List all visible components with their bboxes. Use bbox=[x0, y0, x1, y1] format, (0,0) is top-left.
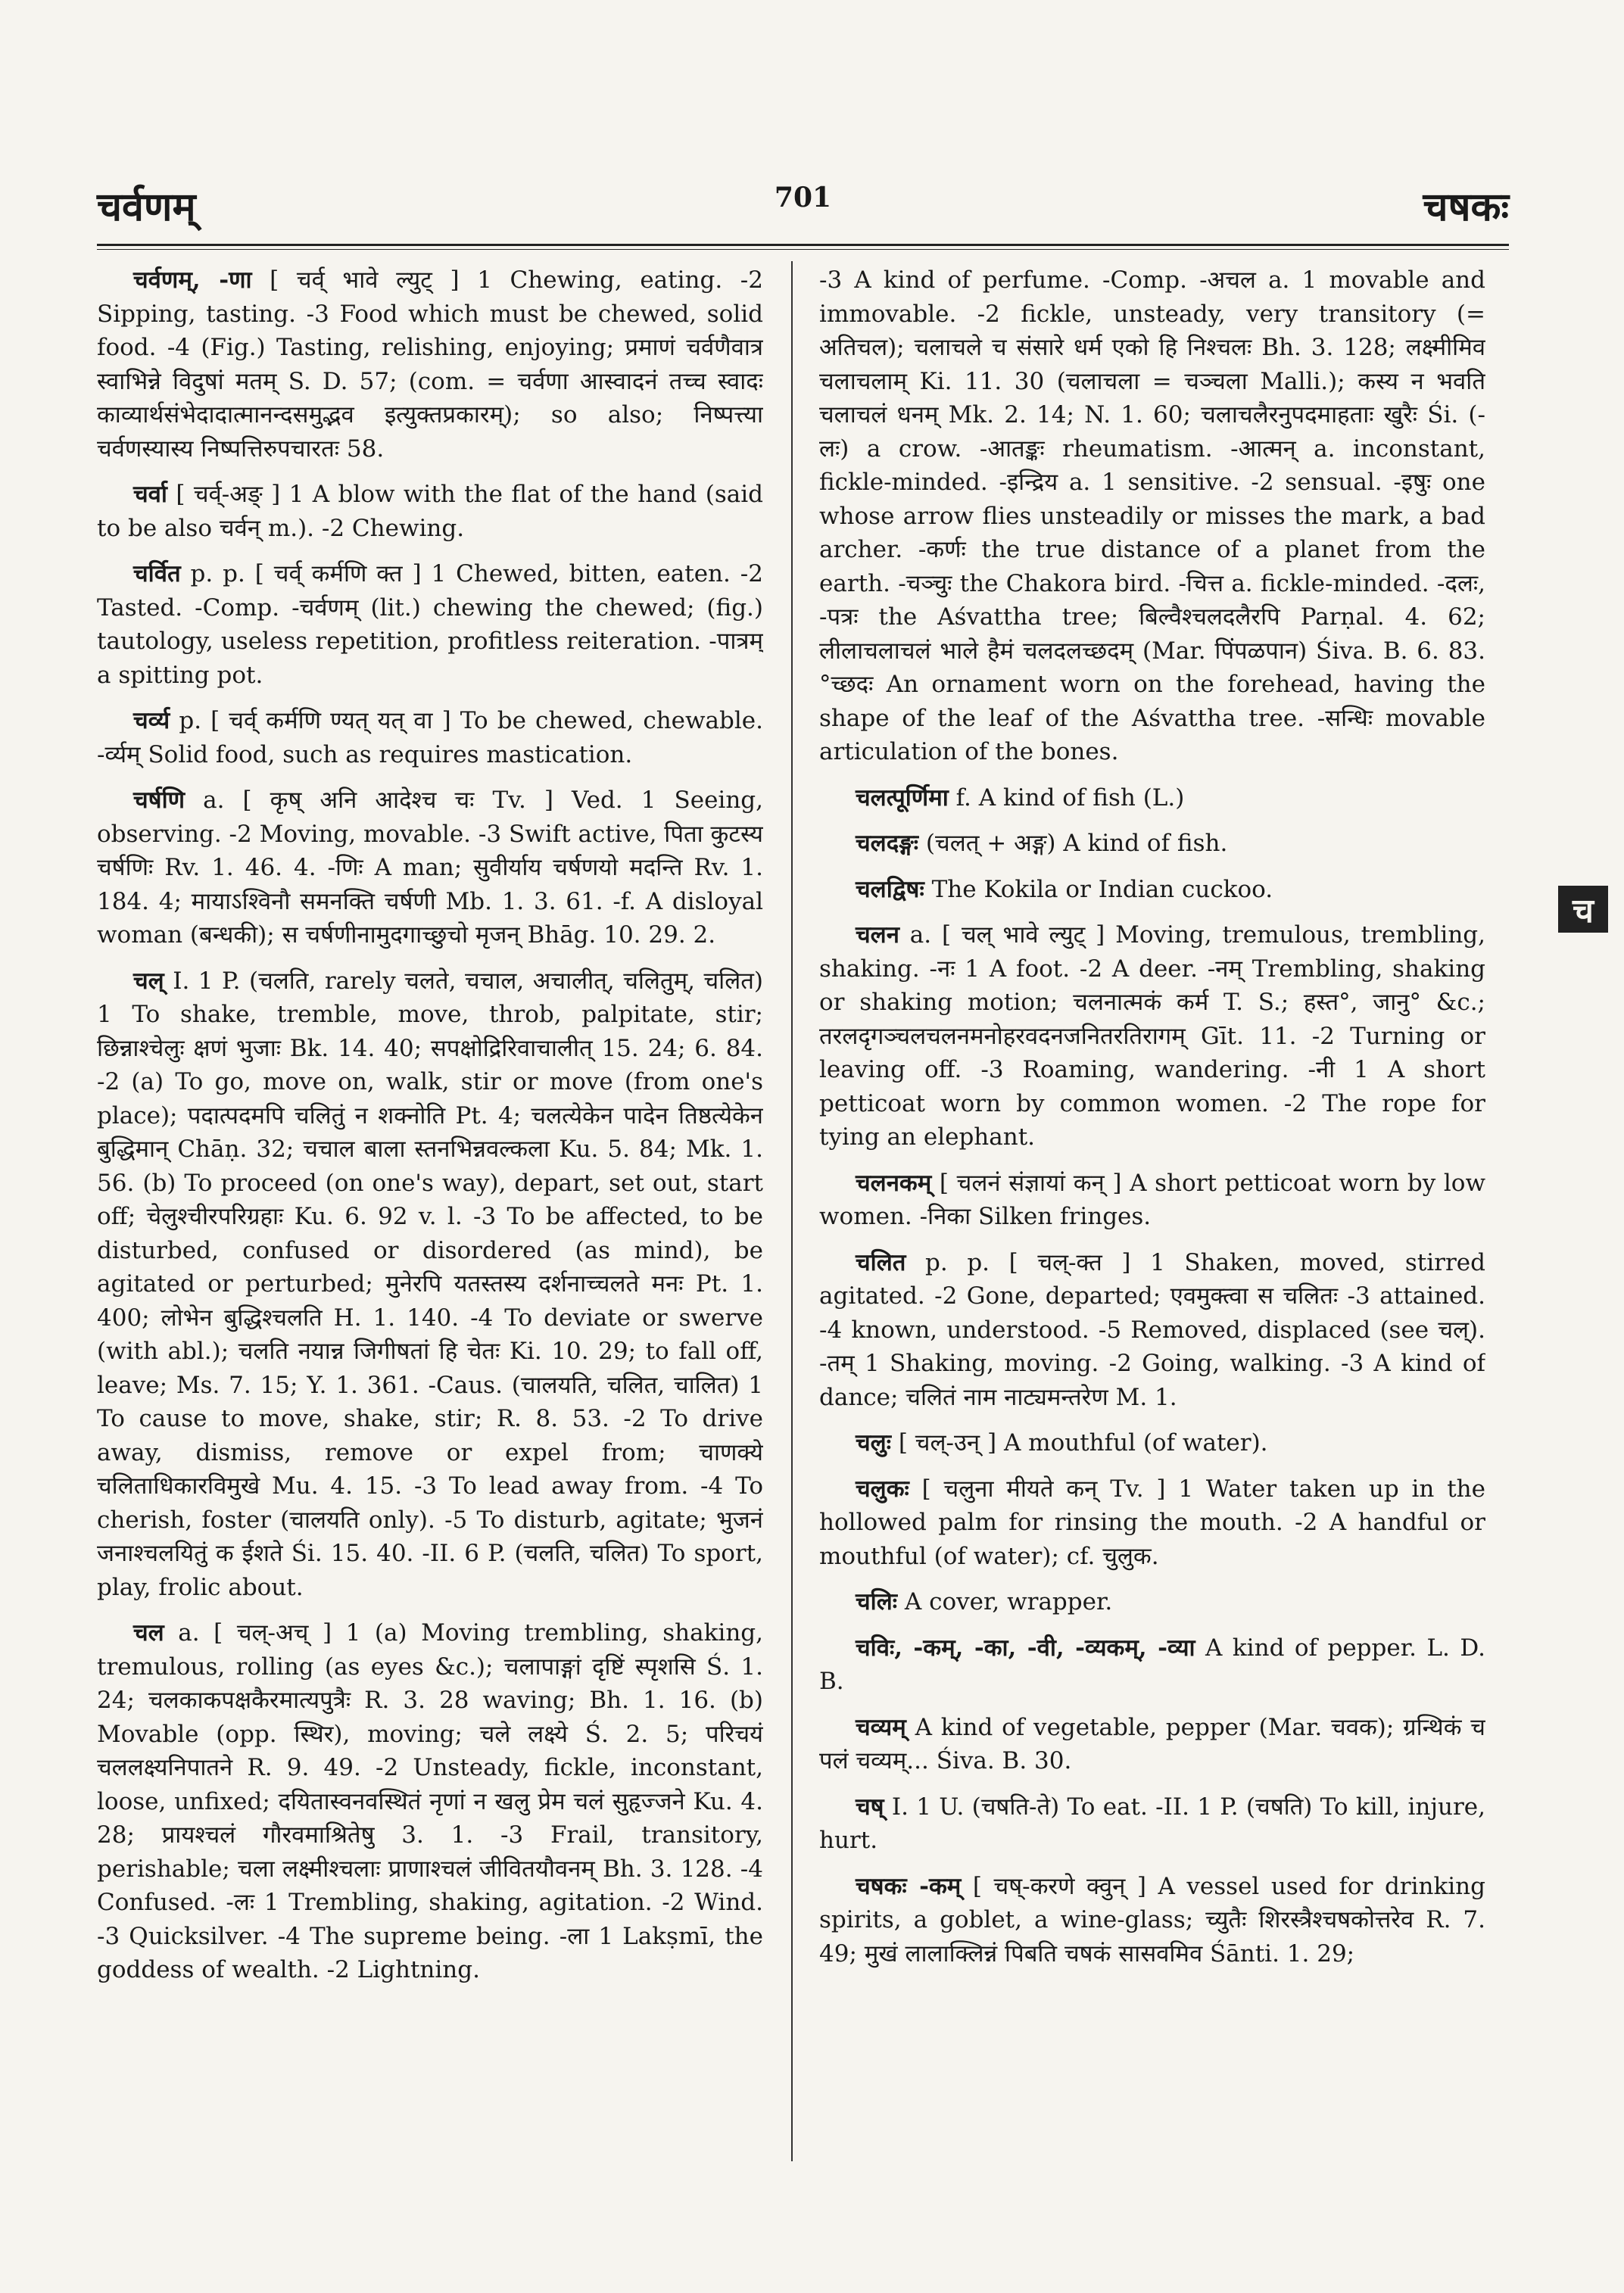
entry-definition: -3 A kind of perfume. -Comp. -अचल a. 1 movable and immovable. -2 fickle, unsteady, very transitory (= अतिचल); चलाचले च संसारे धर्म एको हि निश्चलः Bh. 3. 128; लक्ष्मीमिव चलाचलाम् Ki. 11. 30 (चलाचला = चञ्चला Malli.); कस्य न भवति चलाचलं धनम् Mk. 2. 14; N. 1. 60; चलाचलैरनुपदमाहताः खुरैः Śi. (-लः) a crow. -आतङ्कः rheumatism. -आत्मन् a. inconstant, fickle-minded. -इन्द्रिय a. 1 sensitive. -2 sensual. -इषुः one whose arrow flies unsteadily or misses the mark, a bad archer. -कर्णः the true distance of a planet from the earth. -चञ्चुः the Chakora bird. -चित्त a. fickle-minded. -दलः, -पत्रः the Aśvattha tree; बिल्वैश्चलदलैरपि Parṇal. 4. 62; लीलाचलाचलं भाले हैमं चलदलच्छदम् (Mar. पिंपळपान) Śiva. B. 6. 83. °च्छदः An ornament worn on the forehead, having the shape of the leaf of the Aśvattha tree. -सन्धिः movable articulation of the bones. bbox=[819, 266, 1485, 765]
entry-headword: चलिः bbox=[856, 1588, 897, 1615]
page-header bbox=[97, 179, 1509, 232]
entry-headword: चषकः -कम् bbox=[856, 1872, 962, 1900]
entry-definition: [ चलुना मीयते कन् Tv. ] 1 Water taken up in the hollowed palm for rinsing the mouth. -2 A handful or mouthful (of water); cf. चुलुक. bbox=[819, 1475, 1485, 1570]
entry-headword: चर्वा bbox=[133, 481, 167, 508]
dictionary-entry bbox=[819, 1167, 1485, 1234]
dictionary-entry bbox=[819, 1711, 1485, 1778]
entry-definition: A cover, wrapper. bbox=[897, 1588, 1113, 1615]
dictionary-entry bbox=[819, 1790, 1485, 1858]
dictionary-entry bbox=[819, 1585, 1485, 1619]
entry-definition: A kind of vegetable, pepper (Mar. चवक); ग्रन्थिकं च पलं चव्यम्... Śiva. B. 30. bbox=[819, 1713, 1485, 1774]
header-left-word: चर्वणम् bbox=[97, 184, 196, 230]
entry-headword: चलित bbox=[856, 1248, 906, 1276]
dictionary-entry bbox=[819, 918, 1485, 1154]
entry-definition: A kind of pepper. L. D. B. bbox=[819, 1634, 1485, 1695]
column-divider bbox=[791, 261, 793, 2161]
entry-definition: I. 1 U. (चषति-ते) To eat. -II. 1 P. (चषति) To kill, injure, hurt. bbox=[819, 1793, 1485, 1854]
dictionary-entry bbox=[97, 263, 763, 466]
dictionary-entry bbox=[97, 1616, 763, 1987]
dictionary-entry bbox=[819, 263, 1485, 769]
entry-definition: a. [ कृष् अनि आदेश्च चः Tv. ] Ved. 1 Seeing, observing. -2 Moving, movable. -3 Swift active, पिता कुटस्य चर्षणिः Rv. 1. 46. 4. -णिः A man; सुवीर्याय चर्षणयो मदन्ति Rv. 1. 184. 4; मायाऽश्विनौ समनक्ति चर्षणी Mb. 1. 3. 61. -f. A disloyal woman (बन्धकी); स चर्षणीनामुदगाच्छुचो मृजन् Bhāg. 10. 29. 2. bbox=[97, 787, 763, 949]
header-rule-thin bbox=[97, 249, 1509, 250]
entry-headword: चलद्विषः bbox=[856, 875, 924, 903]
header-right-word: चषकः bbox=[1423, 184, 1509, 230]
dictionary-entry bbox=[819, 1631, 1485, 1699]
entry-headword: चलन bbox=[856, 921, 899, 949]
entry-definition: The Kokila or Indian cuckoo. bbox=[924, 875, 1273, 903]
dictionary-entry bbox=[819, 873, 1485, 907]
entry-headword: चर्षणि bbox=[133, 787, 185, 814]
entry-headword: चलत्पूर्णिमा bbox=[856, 784, 949, 812]
entry-definition: p. p. [ चर्व् कर्मणि क्त ] 1 Chewed, bitten, eaten. -2 Tasted. -Comp. -चर्वणम् (lit.) chewing the chewed; (fig.) tautology, useless repetition, profitless reiteration. -पात्रम् a spitting pot. bbox=[97, 560, 763, 689]
entry-definition: [ चष्-करणे क्वुन् ] A vessel used for drinking spirits, a goblet, a wine-glass; च्युतैः शिरस्त्रैश्चषकोत्तरेव R. 7. 49; मुखं लालाक्लिन्नं पिबति चषकं सासवमिव Śānti. 1. 29; bbox=[819, 1872, 1485, 1967]
entry-headword: चर्वित bbox=[133, 560, 181, 587]
entry-headword: चर्वणम्, -णा bbox=[133, 266, 252, 294]
entry-definition: p. p. [ चल्-क्त ] 1 Shaken, moved, stirred agitated. -2 Gone, departed; एवमुक्त्वा स चलितः -3 attained. -4 known, understood. -5 Removed, displaced (see चल्). -तम् 1 Shaking, moving. -2 Going, walking. -3 A kind of dance; चलितं नाम नाट्यमन्तरेण M. 1. bbox=[819, 1248, 1485, 1411]
header-rule bbox=[97, 244, 1509, 246]
entry-headword: चविः, -कम्, -का, -वी, -व्यकम्, -व्या bbox=[856, 1634, 1195, 1662]
entry-headword: चलुः bbox=[856, 1429, 891, 1456]
entry-headword: चष् bbox=[856, 1793, 884, 1821]
entry-headword: चलदङ्गः bbox=[856, 830, 919, 857]
entry-definition: [ चर्व्-अङ् ] 1 A blow with the flat of the hand (said to be also चर्वन् m.). -2 Chewing. bbox=[97, 481, 763, 542]
dictionary-entry bbox=[819, 1472, 1485, 1574]
dictionary-entry bbox=[97, 964, 763, 1605]
left-column bbox=[97, 263, 763, 2164]
dictionary-entry bbox=[819, 1246, 1485, 1415]
entry-headword: चर्व्य bbox=[133, 707, 170, 734]
page-number: 701 bbox=[774, 182, 832, 213]
dictionary-entry bbox=[97, 784, 763, 952]
entry-headword: चल bbox=[133, 1619, 164, 1647]
dictionary-entry bbox=[819, 781, 1485, 815]
entry-headword: चव्यम् bbox=[856, 1713, 906, 1741]
entry-definition: f. A kind of fish (L.) bbox=[948, 784, 1185, 812]
entry-headword: चलनकम् bbox=[856, 1169, 932, 1197]
right-column bbox=[819, 263, 1485, 2164]
dictionary-entry bbox=[819, 1426, 1485, 1460]
dictionary-entry bbox=[97, 557, 763, 692]
entry-headword: चलुकः bbox=[856, 1475, 909, 1503]
entry-definition: [ चल्-उन् ] A mouthful (of water). bbox=[890, 1429, 1268, 1456]
entry-definition: (चलत् + अङ्ग) A kind of fish. bbox=[918, 830, 1228, 857]
entry-definition: a. [ चल्-अच् ] 1 (a) Moving trembling, shaking, tremulous, rolling (as eyes &c.); चलापाङ्गां दृष्टिं स्पृशसि Ś. 1. 24; चलकाकपक्षकैरमात्यपुत्रैः R. 3. 28 waving; Bh. 1. 16. (b) Movable (opp. स्थिर), moving; चले लक्ष्ये Ś. 2. 5; परिचयं चललक्ष्यनिपातने R. 9. 49. -2 Unsteady, fickle, inconstant, loose, unfixed; दयितास्वनवस्थितं नृणां न खलु प्रेम चलं सुहृज्जने Ku. 4. 28; प्रायश्चलं गौरवमाश्रितेषु 3. 1. -3 Frail, transitory, perishable; चला लक्ष्मीश्चलाः प्राणाश्चलं जीवितयौवनम् Bh. 3. 128. -4 Confused. -लः 1 Trembling, shaking, agitation. -2 Wind. -3 Quicksilver. -4 The supreme being. -ला 1 Lakṣmī, the goddess of wealth. -2 Lightning. bbox=[97, 1619, 763, 1983]
entry-definition: [ चर्व् भावे ल्युट् ] 1 Chewing, eating. -2 Sipping, tasting. -3 Food which must be chewed, solid food. -4 (Fig.) Tasting, relishing, enjoying; प्रमाणं चर्वणैवात्र स्वाभिन्ने विदुषां मतम् S. D. 57; (com. = चर्वणा आस्वादनं तच्च स्वादः काव्यार्थसंभेदादात्मानन्दसमुद्भव इत्युक्तप्रकारम्); so also; निष्पत्त्या चर्वणस्यास्य निष्पत्तिरुपचारतः 58. bbox=[97, 266, 763, 463]
dictionary-entry bbox=[819, 1870, 1485, 1971]
entry-definition: p. [ चर्व् कर्मणि ण्यत् यत् वा ] To be chewed, chewable. -र्व्यम् Solid food, such as requires mastication. bbox=[97, 707, 763, 768]
dictionary-entry bbox=[97, 478, 763, 545]
entry-definition: a. [ चल् भावे ल्युट् ] Moving, tremulous, trembling, shaking. -नः 1 A foot. -2 A deer. -नम् Trembling, shaking or shaking motion; चलनात्मकं कर्म T. S.; हस्त°, जानु° &c.; तरलदृगञ्चलचलनमनोहरवदनजनितरतिरागम् Gīt. 11. -2 Turning or leaving off. -3 Roaming, wandering. -नी 1 A short petticoat worn by common women. -2 The rope for tying an elephant. bbox=[819, 921, 1485, 1151]
dictionary-entry bbox=[819, 827, 1485, 861]
entry-definition: [ चलनं संज्ञायां कन् ] A short petticoat worn by low women. -निका Silken fringes. bbox=[819, 1169, 1485, 1230]
dictionary-entry bbox=[97, 704, 763, 771]
entry-definition: I. 1 P. (चलति, rarely चलते, चचाल, अचालीत्, चलितुम्, चलित) 1 To shake, tremble, move, throb, palpitate, stir; छिन्नाश्चेलुः क्षणं भुजाः Bk. 14. 40; सपक्षोद्रिरिवाचालीत् 15. 24; 6. 84. -2 (a) To go, move on, walk, stir or move (from one's place); पदात्पदमपि चलितुं न शक्नोति Pt. 4; चलत्येकेन पादेन तिष्ठत्येकेन बुद्धिमान् Chāṇ. 32; चचाल बाला स्तनभिन्नवल्कला Ku. 5. 84; Mk. 1. 56. (b) To proceed (on one's way), depart, set out, start off; चेलुश्चीरपरिग्रहाः Ku. 6. 92 v. l. -3 To be affected, to be disturbed, confused or disordered (as mind), be agitated or perturbed; मुनेरपि यतस्तस्य दर्शनाच्चलते मनः Pt. 1. 400; लोभेन बुद्धिश्चलति H. 1. 140. -4 To deviate or swerve (with abl.); चलति नयान्न जिगीषतां हि चेतः Ki. 10. 29; to fall off, leave; Ms. 7. 15; Y. 1. 361. -Caus. (चालयति, चलित, चालित) 1 To cause to move, shake, stir; R. 8. 53. -2 To drive away, dismiss, remove or expel from; चाणक्ये चलिताधिकारविमुखे Mu. 4. 15. -3 To lead away from. -4 To cherish, foster (चालयति only). -5 To disturb, agitate; भुजनं जनाश्चलयितुं क ईशते Śi. 15. 40. -II. 6 P. (चलति, चलित) To sport, play, frolic about. bbox=[97, 967, 763, 1601]
entry-headword: चल् bbox=[133, 967, 164, 995]
thumb-index-tab: च bbox=[1558, 886, 1608, 933]
